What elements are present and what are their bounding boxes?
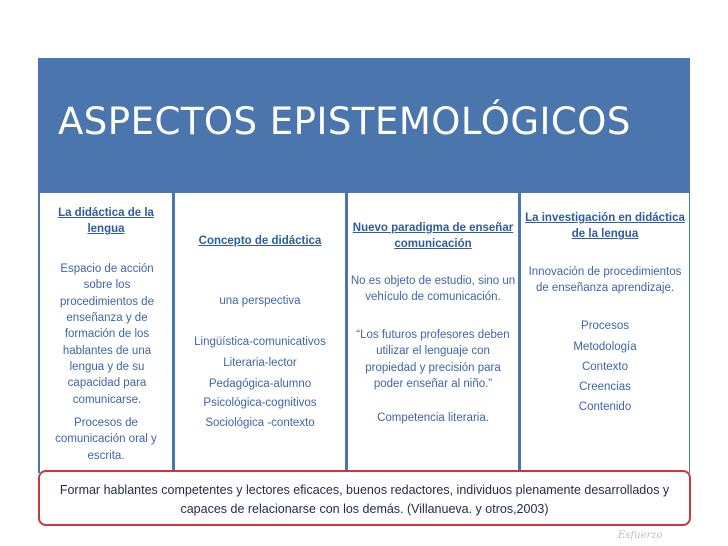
column-text: Contexto [581, 361, 629, 373]
column-text: Psicológica-cognitivos [203, 397, 317, 409]
column-text: “Los futuros profesores deben utilizar el lenguaje con propiedad y precisión para poder enseñar al niño.” [356, 329, 510, 390]
column-nuevo-paradigma [348, 193, 518, 473]
column-text: Pedagógica-alumno [208, 378, 312, 390]
column-investigacion [521, 193, 689, 473]
column-heading: Nuevo paradigma de enseñar comunicación [352, 222, 514, 251]
column-text: Espacio de acción sobre los procedimientos de enseñanza y de formación de los hablantes de una lengua y de su capacidad para comunicarse. [60, 263, 154, 406]
column-text: Creencias [579, 381, 631, 393]
column-text: Sociológica -contexto [205, 417, 315, 429]
column-text: Literaria-lector [223, 357, 297, 369]
column-text: Competencia literaria. [377, 412, 489, 424]
column-text: No es objeto de estudio, sino un vehículo de comunicación. [350, 275, 516, 304]
footer-quote: Formar hablantes competentes y lectores eficaces, buenos redactores, individuos plenamente desarrollados y capaces de relacionarse con los demás. (Villanueva. y otros,2003) [59, 483, 670, 516]
column-heading: La didáctica de la lengua [58, 207, 154, 236]
column-text: Metodología [573, 341, 637, 353]
column-text: Innovación de procedimientos de enseñanza aprendizaje. [528, 266, 682, 295]
column-heading: Concepto de didáctica [198, 235, 322, 247]
footer-quote-box [38, 470, 691, 526]
slide-title: ASPECTOS EPISTEMOLÓGICOS [58, 100, 631, 143]
column-text: Contenido [578, 401, 632, 413]
column-didactica-lengua [40, 193, 172, 473]
column-text: Procesos de comunicación oral y escrita. [55, 417, 157, 462]
column-text: una perspectiva [219, 295, 301, 307]
watermark: Esfuerzo [618, 530, 663, 541]
column-heading: La investigación en didáctica de la lengua [525, 212, 685, 241]
column-concepto-didactica [175, 193, 345, 473]
column-text: Procesos [581, 320, 629, 332]
column-text: Lingüística-comunicativos [194, 336, 326, 348]
